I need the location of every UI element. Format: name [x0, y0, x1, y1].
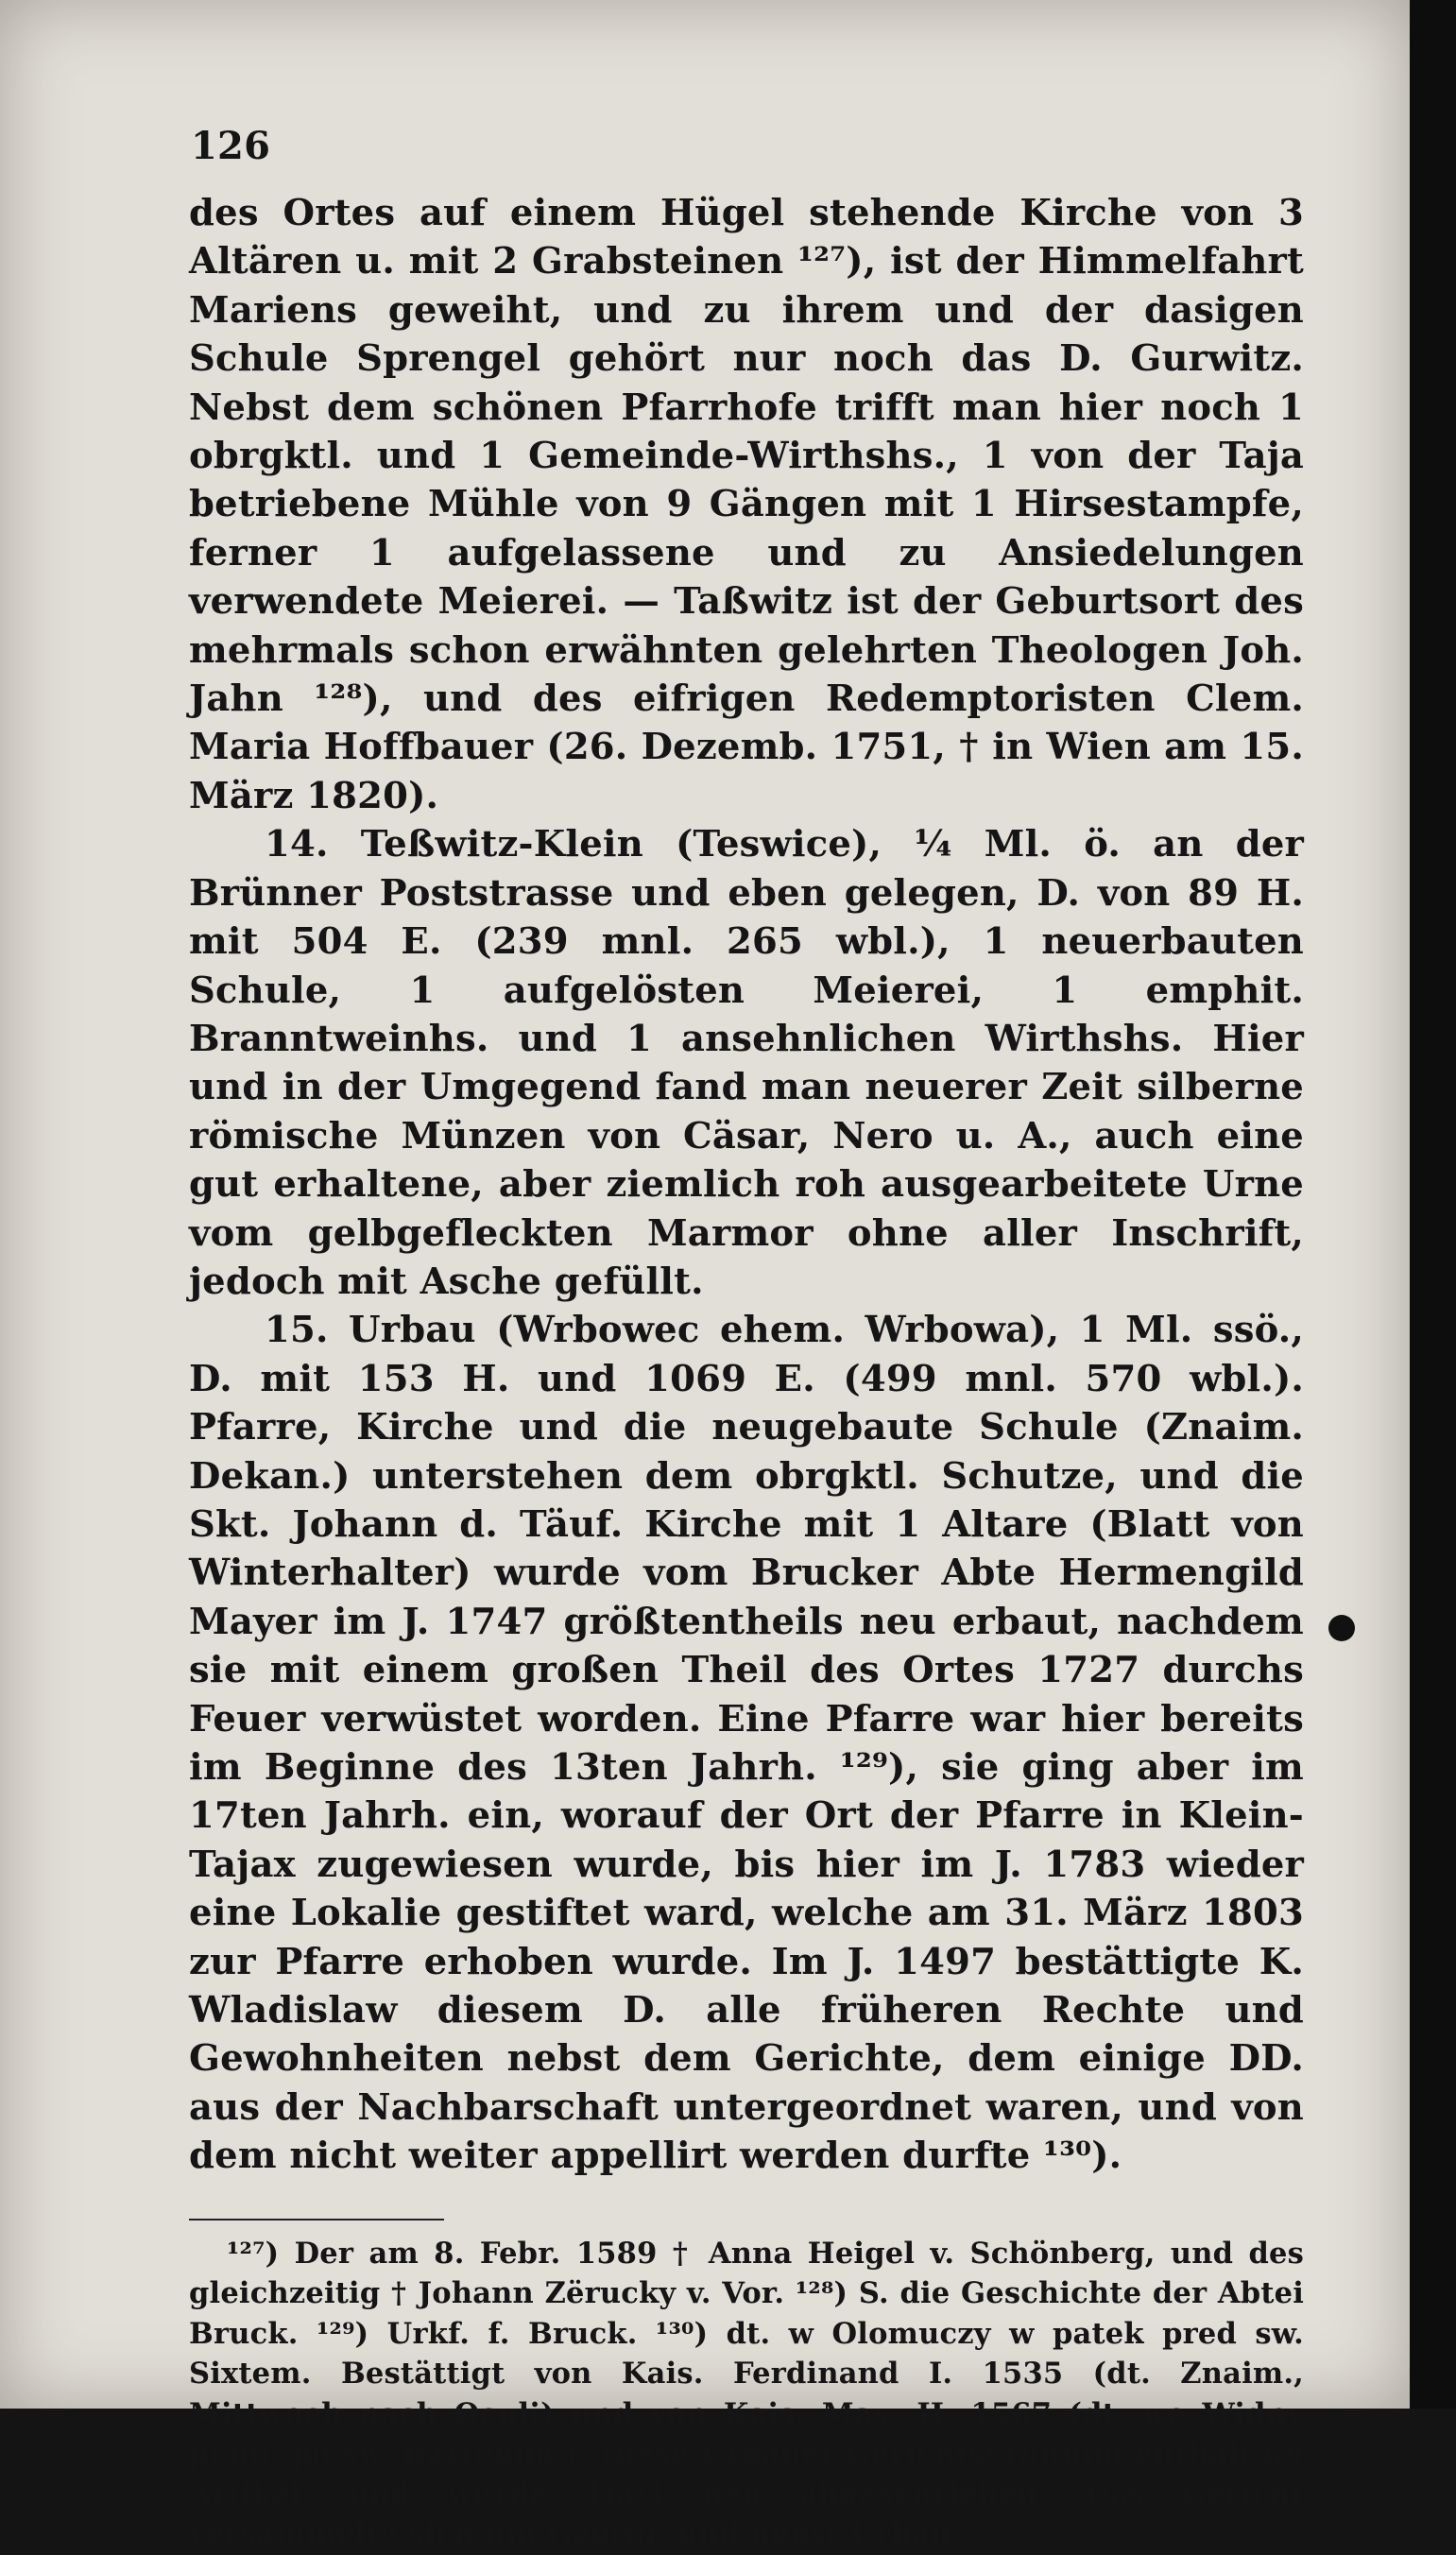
- ink-blot: [1328, 1615, 1355, 1641]
- footnotes: [189, 2234, 1304, 2555]
- paragraph-urbau: 15. Urbau (Wrbowec ehem. Wrbowa), 1 Ml. ssö., D. mit 153 H. und 1069 E. (499 mnl. 570 wbl.). Pfarre, Kirche und die neugebaute Schule (Znaim. Dekan.) unterstehen dem obrgktl. Schutze, und die Skt. Johann d. Täuf. Kirche mit 1 Altare (Blatt von Winterhalter) wurde vom Brucker Abte Hermengild Mayer im J. 1747 größtentheils neu erbaut, nachdem sie mit einem großen Theil des Ortes 1727 durchs Feuer verwüstet worden. Eine Pfarre war hier bereits im Beginne des 13ten Jahrh. ¹²⁹), sie ging aber im 17ten Jahrh. ein, worauf der Ort der Pfarre in Klein-Tajax zugewiesen wurde, bis hier im J. 1783 wieder eine Lokalie gestiftet ward, welche am 31. März 1803 zur Pfarre erhoben wurde. Im J. 1497 bestättigte K. Wladislaw diesem D. alle früheren Rechte und Gewohnheiten nebst dem Gerichte, dem einige DD. aus der Nachbarschaft untergeordnet waren, und von dem nicht weiter appellirt werden durfte ¹³⁰).: [189, 1309, 1304, 2178]
- paragraph-tesswitz-klein: 14. Teßwitz-Klein (Teswice), ¼ Ml. ö. an der Brünner Poststrasse und eben gelegen, D. von 89 H. mit 504 E. (239 mnl. 265 wbl.), 1 neuerbauten Schule, 1 aufgelösten Meierei, 1 emphit. Branntweinhs. und 1 ansehnlichen Wirthshs. Hier und in der Umgegend fand man neuerer Zeit silberne römische Münzen von Cäsar, Nero u. A., auch eine gut erhaltene, aber ziemlich roh ausgearbeitete Urne vom gelbgefleckten Marmor ohne aller Inschrift, jedoch mit Asche gefüllt.: [189, 823, 1304, 1303]
- page-text-block: [189, 111, 1304, 2555]
- footnote-text: ¹²⁷) Der am 8. Febr. 1589 † Anna Heigel v. Schönberg, und des gleichzeitig † Johann Zërucky v. Vor. ¹²⁸) S. die Geschichte der Abtei Bruck. ¹²⁹) Urkf. f. Bruck. ¹³⁰) dt. w Olomuczy w patek pred sw. Sixtem. Bestättigt von Kais. Ferdinand I. 1535 (dt. Znaim., Mittwoch nach Oculi) und von Kais. Max. II. 1567 (dt. we Widny pond. po sw. Bartolom.). Diese Urbauer Gerichtsordnung enthält 69 Artikel, und wurde 1604 neu abgeschrieben. Das Gericht versammelte sich um Georgi, und nebst Urbau: [189, 2236, 1304, 2552]
- main-text: [189, 189, 1304, 2181]
- footnote-separator: [189, 2219, 444, 2221]
- scan-edge: [1410, 0, 1456, 2409]
- paragraph-taswitz: des Ortes auf einem Hügel stehende Kirche von 3 Altären u. mit 2 Grabsteinen ¹²⁷), ist der Himmelfahrt Mariens geweiht, und zu ihrem und der dasigen Schule Sprengel gehört nur noch das D. Gurwitz. Nebst dem schönen Pfarrhofe trifft man hier noch 1 obrgktl. und 1 Gemeinde-Wirthshs., 1 von der Taja betriebene Mühle von 9 Gängen mit 1 Hirsestampfe, ferner 1 aufgelassene und zu Ansiedelungen verwendete Meierei. — Taßwitz ist der Geburtsort des mehrmals schon erwähnten gelehrten Theologen Joh. Jahn ¹²⁸), und des eifrigen Redemptoristen Clem. Maria Hoffbauer (26. Dezemb. 1751, † in Wien am 15. März 1820).: [189, 192, 1304, 817]
- page-number: 126: [191, 124, 271, 168]
